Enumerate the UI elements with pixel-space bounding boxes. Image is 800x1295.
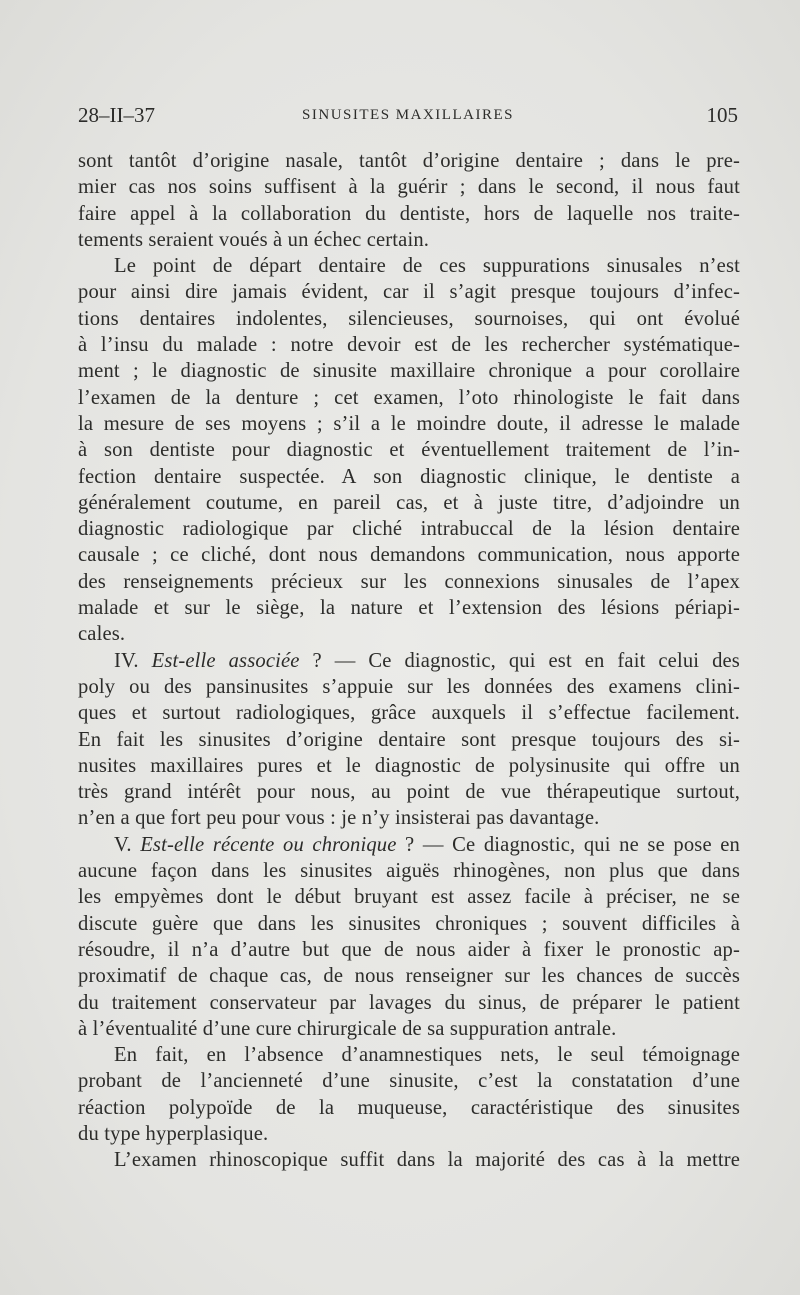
section-number: IV. [114,649,152,672]
text-line: fection dentaire suspectée. A son diagnostic clinique, le dentiste a [78,465,740,488]
section-heading: Est-elle récente ou chronique [140,833,397,856]
text-line: n’en a que fort peu pour vous : je n’y insisterai pas davantage. [78,807,600,830]
text-line: l’examen de la denture ; cet examen, l’oto rhinologiste le fait dans [78,386,740,409]
section-text: ? — Ce diagnostic, qui est en fait celui des [299,649,740,672]
section-text: ? — Ce diagnostic, qui ne se pose en [396,833,741,856]
date-mark: 28–II–37 [78,103,155,127]
text-line: des renseignements précieux sur les connexions sinusales de l’apex [78,570,740,593]
text-line: aucune façon dans les sinusites aiguës rhinogènes, non plus que dans [78,860,740,883]
running-title: SINUSITES MAXILLAIRES [302,107,514,123]
text-line: diagnostic radiologique par cliché intrabuccal de la lésion dentaire [78,518,740,541]
text-line: Le point de départ dentaire de ces suppurations sinusales n’est [114,255,740,278]
text-line: résoudre, il n’a d’autre but que de nous aider à fixer le pronostic ap- [78,938,740,961]
section-heading: Est-elle associée [151,649,300,672]
text-line: proximatif de chaque cas, de nous renseigner sur les chances de succès [78,965,740,988]
text-line: à son dentiste pour diagnostic et éventuellement traitement de l’in- [78,439,740,462]
text-line: tements seraient voués à un échec certain. [78,228,430,251]
text-line: cales. [78,623,126,646]
text-line: L’examen rhinoscopique suffit dans la majorité des cas à la mettre [114,1149,740,1172]
section-iv-line [78,648,740,674]
body-text [78,148,740,1174]
text-line: sont tantôt d’origine nasale, tantôt d’origine dentaire ; dans le pre- [78,150,740,172]
text-line: En fait, en l’absence d’anamnestiques nets, le seul témoignage [114,1044,740,1067]
text-line: ment ; le diagnostic de sinusite maxillaire chronique a pour corollaire [78,360,740,383]
section-number: V. [114,833,141,856]
text-line: les empyèmes dont le début bruyant est assez facile à préciser, ne se [78,886,740,909]
text-line: nusites maxillaires pures et le diagnostic de polysinusite qui offre un [78,754,740,777]
text-line: tions dentaires indolentes, silencieuses, sournoises, qui ont évolué [78,307,740,330]
text-line: mier cas nos soins suffisent à la guérir ; dans le second, il nous faut [78,176,740,199]
text-line: pour ainsi dire jamais évident, car il s’agit presque toujours d’infec- [78,281,740,304]
text-line: malade et sur le siège, la nature et l’extension des lésions périapi- [78,597,740,620]
text-line: faire appel à la collaboration du dentiste, hors de laquelle nos traite- [78,202,740,225]
text-line: probant de l’ancienneté d’une sinusite, c’est la constatation d’une [78,1070,740,1093]
text-line: généralement coutume, en pareil cas, et à juste titre, d’adjoindre un [78,491,740,514]
text-line: ques et surtout radiologiques, grâce auxquels il s’effectue facilement. [78,702,740,725]
text-line: causale ; ce cliché, dont nous demandons communication, nous apporte [78,544,740,567]
text-line: réaction polypoïde de la muqueuse, caractéristique des sinusites [78,1096,740,1119]
running-head [78,100,738,130]
text-line: poly ou des pansinusites s’appuie sur les données des examens clini- [78,675,740,698]
text-line: du type hyperplasique. [78,1122,269,1145]
text-line: à l’éventualité d’une cure chirurgicale de sa suppuration antrale. [78,1017,617,1040]
text-line: En fait les sinusites d’origine dentaire sont presque toujours des si- [78,728,740,751]
text-line: la mesure de ses moyens ; s’il a le moindre doute, il adresse le malade [78,412,740,435]
text-line: très grand intérêt pour nous, au point de vue thérapeutique surtout, [78,781,740,804]
text-line: du traitement conservateur par lavages du sinus, de préparer le patient [78,991,740,1014]
section-v-line [78,832,740,858]
page-number: 105 [706,103,738,127]
text-line: discute guère que dans les sinusites chroniques ; souvent difficiles à [78,912,740,935]
text-line: à l’insu du malade : notre devoir est de les rechercher systématique- [78,334,740,357]
